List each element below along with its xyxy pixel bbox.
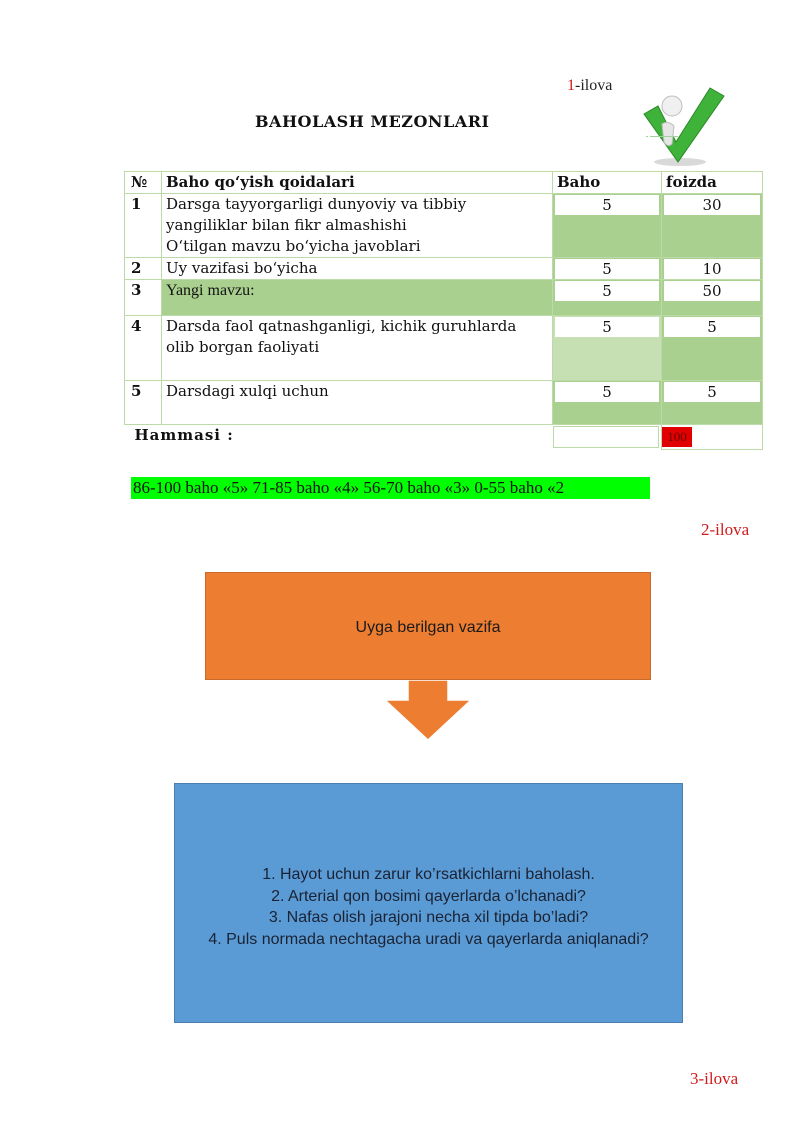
table-row <box>125 316 763 381</box>
grading-table <box>124 171 763 450</box>
header-number: № <box>125 172 162 194</box>
row-percent: 50 <box>664 281 760 301</box>
list-item: 4. Puls normada nechtagacha uradi va qayerlarda aniqlanadi? <box>208 930 649 948</box>
list-item: 1. Hayot uchun zarur ko’rsatkichlarni baholash. <box>262 866 595 883</box>
page-title: BAHOLASH MEZONLARI <box>255 112 490 131</box>
row-percent-cell <box>662 280 763 316</box>
row-grade-cell <box>553 194 662 258</box>
list-item: 3. Nafas olish jarajoni necha xil tipda bo’ladi? <box>268 909 589 926</box>
row-grade-cell <box>553 316 662 381</box>
row-grade: 5 <box>555 317 659 337</box>
row-rule: Yangi mavzu: <box>162 280 553 316</box>
row-percent-cell <box>662 194 763 258</box>
row-number: 5 <box>125 381 162 425</box>
row-number: 2 <box>125 258 162 280</box>
total-grade-cell <box>553 425 662 450</box>
questions-list <box>175 864 682 950</box>
row-percent-cell <box>662 258 763 280</box>
row-number: 1 <box>125 194 162 258</box>
appendix-3-label: 3-ilova <box>690 1069 739 1088</box>
row-number: 3 <box>125 280 162 316</box>
row-percent: 10 <box>664 259 760 279</box>
row-percent: 30 <box>664 195 760 215</box>
header-percent: foizda <box>662 172 763 194</box>
header-grade: Baho <box>553 172 662 194</box>
list-item: 2. Arterial qon bosimi qayerlarda o’lchanadi? <box>271 887 586 905</box>
table-header-row <box>125 172 763 194</box>
row-grade-cell <box>553 381 662 425</box>
row-rule: Darsdagi xulqi uchun <box>162 381 553 425</box>
table-row <box>125 280 763 316</box>
row-grade-cell <box>553 280 662 316</box>
questions-box <box>174 783 683 1023</box>
total-percent: 100 <box>662 427 692 447</box>
row-rule: Darsda faol qatnashganligi, kichik guruhlarda olib borgan faoliyati <box>162 316 553 381</box>
row-percent-cell <box>662 316 763 381</box>
table-row <box>125 258 763 280</box>
row-grade: 5 <box>555 259 659 279</box>
table-row <box>125 194 763 258</box>
grading-scale: 86-100 baho «5» 71-85 baho «4» 56-70 baho «3» 0-55 baho «2 <box>131 477 650 499</box>
total-label: Hammasi : <box>134 426 234 444</box>
row-percent: 5 <box>664 382 760 402</box>
total-percent-cell <box>662 425 763 450</box>
row-grade: 5 <box>555 195 659 215</box>
header-rule: Baho qo‘yish qoidalari <box>162 172 553 194</box>
row-grade: 5 <box>555 382 659 402</box>
arrow-down-icon <box>380 680 476 742</box>
homework-box <box>205 572 651 680</box>
row-percent: 5 <box>664 317 760 337</box>
person-checkmark-icon <box>638 84 728 169</box>
row-rule: Uy vazifasi bo‘yicha <box>162 258 553 280</box>
table-row <box>125 381 763 425</box>
table-total-row <box>125 425 763 450</box>
row-grade: 5 <box>555 281 659 301</box>
row-rule: Darsga tayyorgarligi dunyoviy va tibbiy yangiliklar bilan fikr almashishi O‘tilgan mavzu bo‘yicha javoblari <box>162 194 553 258</box>
appendix-1-label: 1-ilova <box>567 77 613 94</box>
row-number: 4 <box>125 316 162 381</box>
row-grade-cell <box>553 258 662 280</box>
homework-label: Uyga berilgan vazifa <box>355 619 501 636</box>
row-percent-cell <box>662 381 763 425</box>
appendix-2-label: 2-ilova <box>701 520 750 539</box>
